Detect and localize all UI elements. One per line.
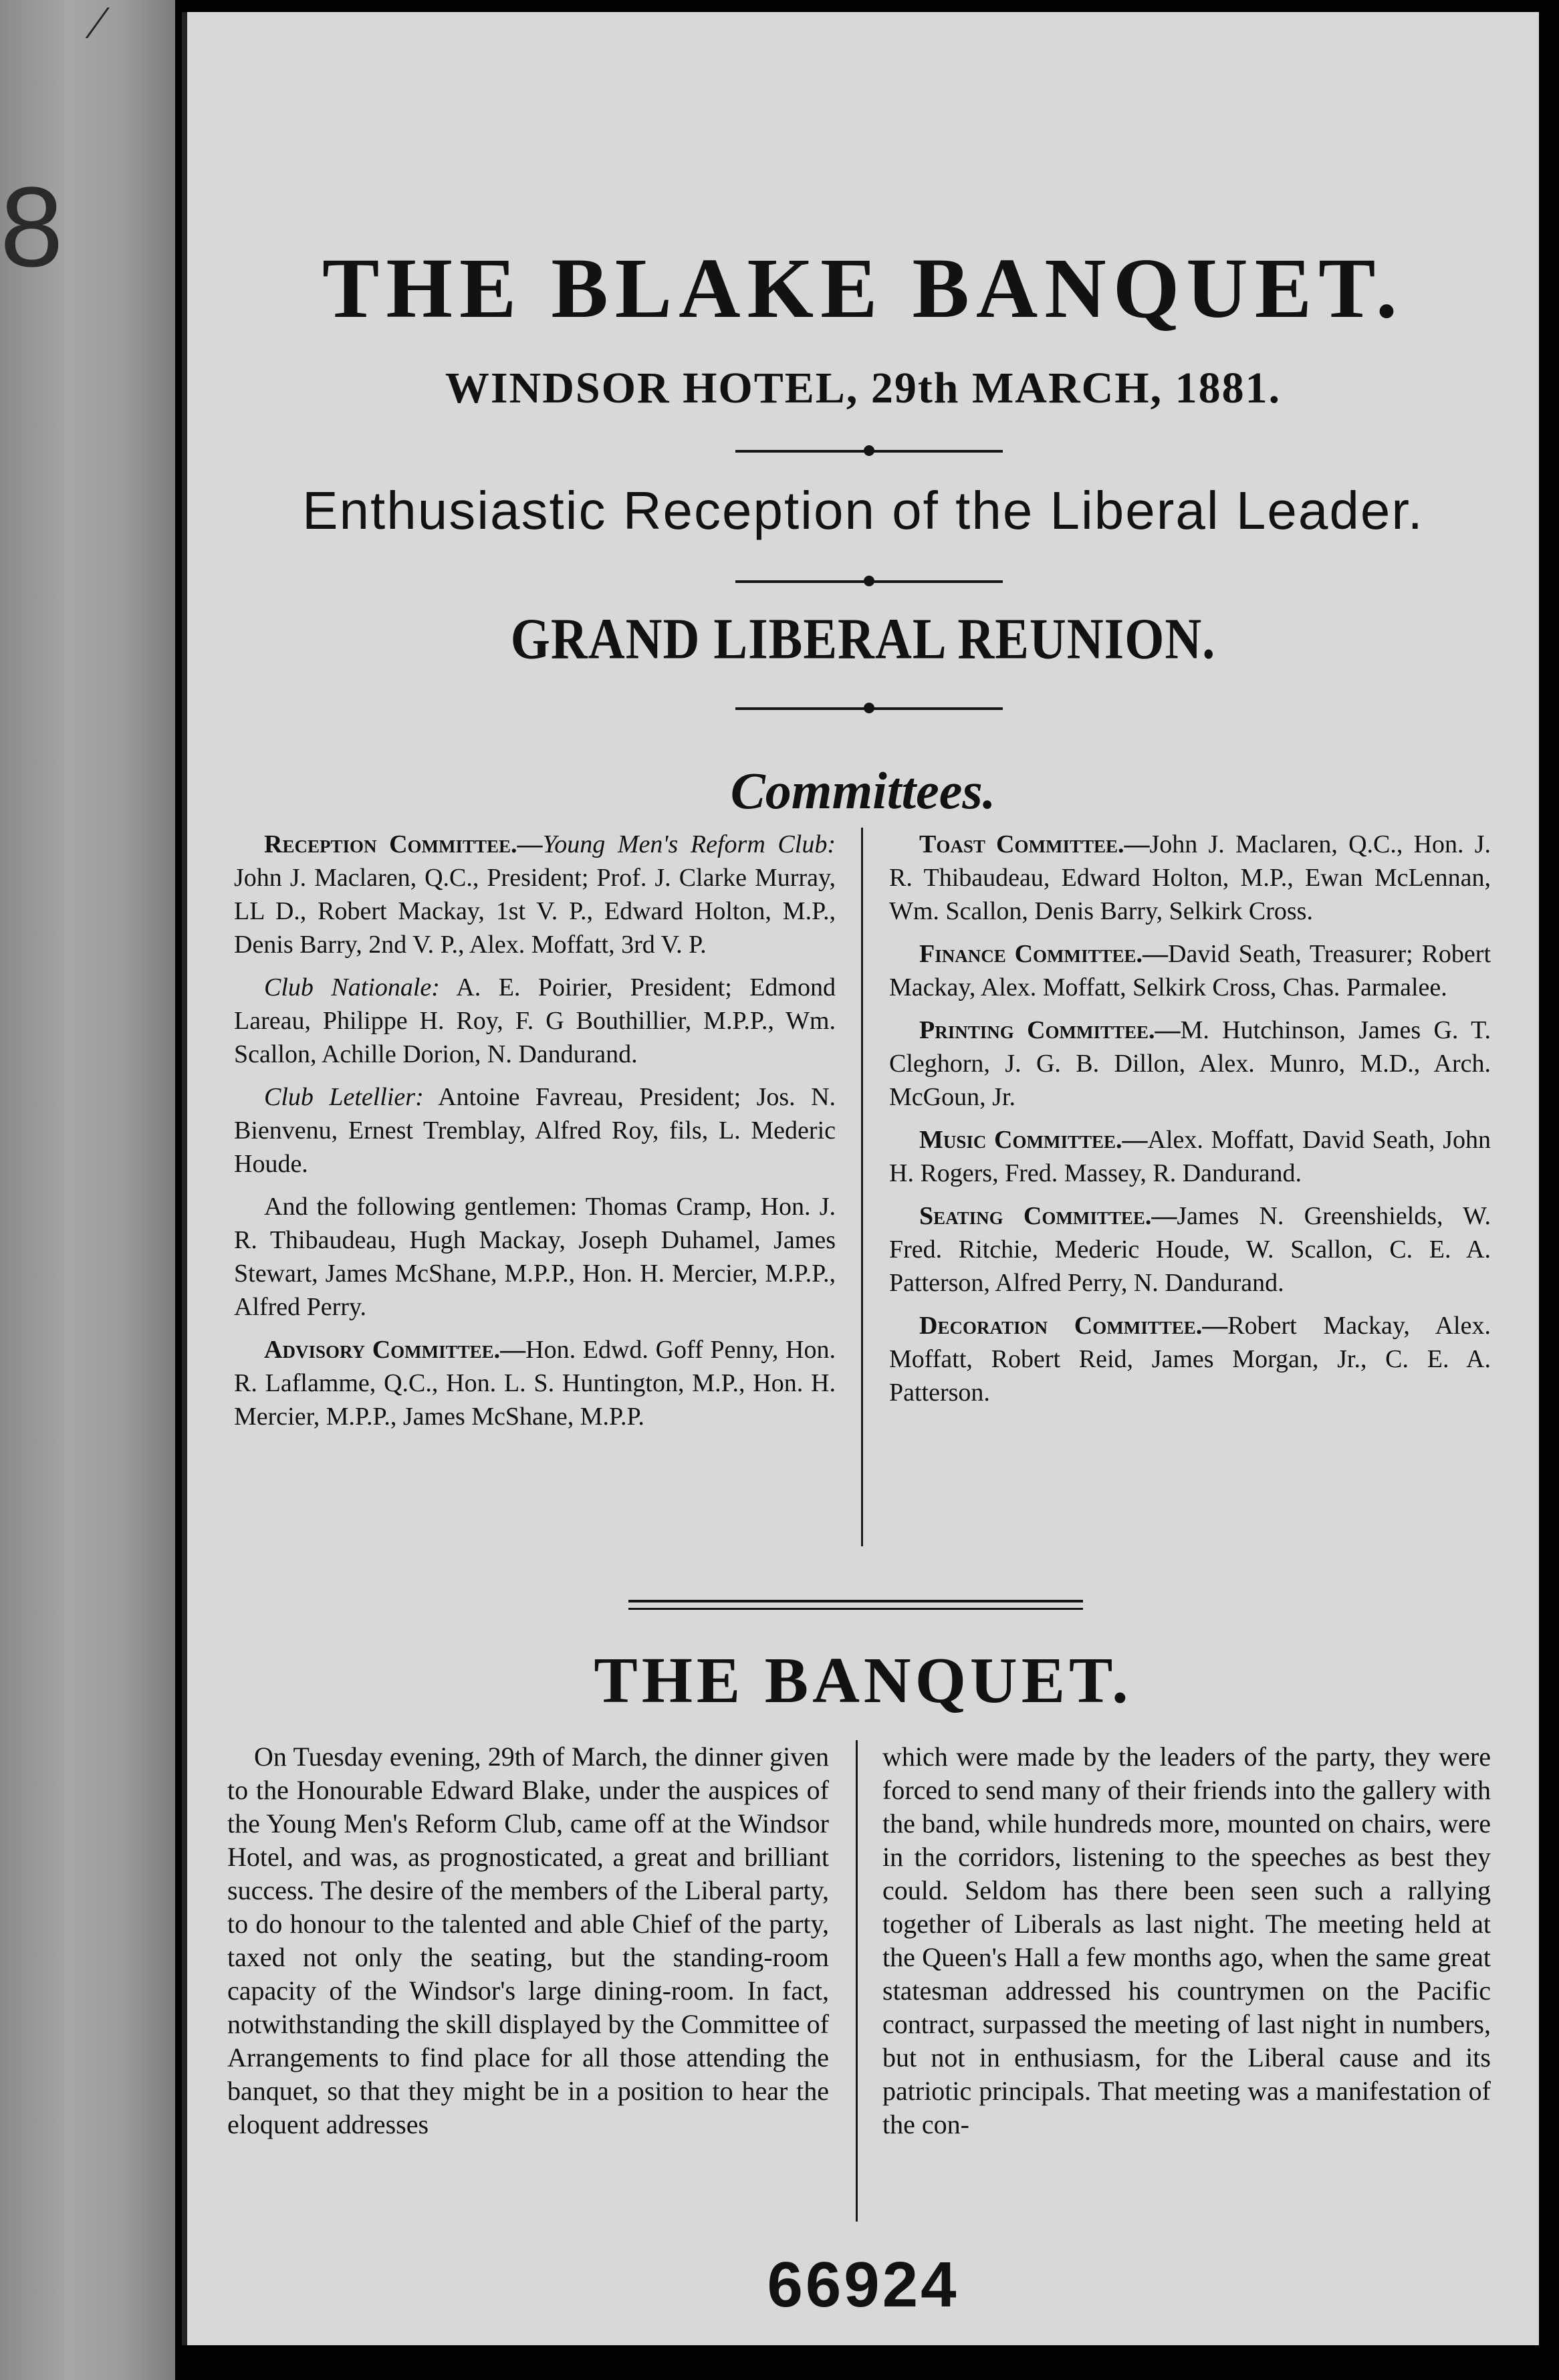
- committee-entry: Printing Committee.—M. Hutchinson, James G. T. Cleghorn, J. G. B. Dillon, Alex. Munro, M.D., Arch. McGoun, Jr.: [889, 1016, 1491, 1111]
- page-number: 66924: [767, 2249, 959, 2320]
- ornament-rule-2: [735, 580, 1003, 583]
- committee-entry: Decoration Committee.—Robert Mackay, Alex. Moffatt, Robert Reid, James Morgan, Jr., C. E. A. Patterson.: [889, 1312, 1491, 1407]
- section-separator: [628, 1600, 1083, 1610]
- banquet-left-column: [227, 1740, 829, 2141]
- banquet-title: THE BANQUET.: [594, 1645, 1132, 1717]
- committee-entry: Music Committee.—Alex. Moffatt, David Seath, John H. Rogers, Fred. Massey, R. Dandurand.: [889, 1126, 1491, 1187]
- banquet-right-column: [882, 1740, 1491, 2141]
- banquet-paragraph: which were made by the leaders of the party, they were forced to send many of their friends into the gallery with the band, while hundreds more, mounted on chairs, were in the corridors, listening to the speeches as best they could. Seldom has there been seen such a rallying together of Liberals as last night. The meeting held at the Queen's Hall a few months ago, when the same great statesman addressed his countrymen on the Pacific contract, surpassed the meeting of last night in numbers, but not in enthusiasm, for the Liberal cause and its patriotic principals. That meeting was a manifestation of the con-: [882, 1742, 1491, 2139]
- committees-right-column: [889, 828, 1491, 1419]
- margin-tick: ⁄: [94, 0, 102, 49]
- section-heading: GRAND LIBERAL REUNION.: [510, 606, 1216, 672]
- ornament-rule-1: [735, 450, 1003, 453]
- venue-date-line: WINDSOR HOTEL, 29th MARCH, 1881.: [445, 364, 1282, 412]
- committee-entry: Seating Committee.—James N. Greenshields, W. Fred. Ritchie, Mederic Houde, W. Scallon, C. E. A. Patterson, Alfred Perry, N. Dandurand.: [889, 1202, 1491, 1297]
- margin-mark: 8: [0, 164, 64, 291]
- committee-entry: Reception Committee.—Young Men's Reform Club: John J. Maclaren, Q.C., President; Prof. J. Clarke Murray, LL D., Robert Mackay, 1st V. P., Edward Holton, M.P., Denis Barry, 2nd V. P., Alex. Moffatt, 3rd V. P.: [234, 830, 836, 959]
- committee-entry: And the following gentlemen: Thomas Cramp, Hon. J. R. Thibaudeau, Hugh Mackay, Joseph Duhamel, James Stewart, James McShane, M.P.P., Hon. H. Mercier, M.P.P., Alfred Perry.: [234, 1193, 836, 1321]
- banquet-paragraph: On Tuesday evening, 29th of March, the dinner given to the Honourable Edward Blake, under the auspices of the Young Men's Reform Club, came off at the Windsor Hotel, and was, as prognosticated, a great and brilliant success. The desire of the members of the Liberal party, to do honour to the talented and able Chief of the party, taxed not only the seating, but the standing-room capacity of the Windsor's large dining-room. In fact, notwithstanding the skill displayed by the Committee of Arrangements to find place for all those attending the banquet, so that they might be in a position to hear the eloquent addresses: [227, 1742, 829, 2139]
- headline: Enthusiastic Reception of the Liberal Leader.: [302, 481, 1424, 540]
- document-page: [182, 12, 1539, 2345]
- committee-entry: Toast Committee.—John J. Maclaren, Q.C., Hon. J. R. Thibaudeau, Edward Holton, M.P., Ewan McLennan, Wm. Scallon, Denis Barry, Selkirk Cross.: [889, 830, 1491, 925]
- scan-margin: [0, 0, 175, 2380]
- committees-left-column: [234, 828, 836, 1443]
- committees-heading: Committees.: [730, 761, 996, 820]
- committee-entry: Finance Committee.—David Seath, Treasurer; Robert Mackay, Alex. Moffatt, Selkirk Cross, Chas. Parmalee.: [889, 940, 1491, 1001]
- column-divider: [856, 1740, 858, 2222]
- ornament-rule-3: [735, 707, 1003, 710]
- column-divider: [861, 828, 863, 1546]
- document-title: THE BLAKE BANQUET.: [322, 241, 1404, 336]
- committee-entry: Advisory Committee.—Hon. Edwd. Goff Penny, Hon. R. Laflamme, Q.C., Hon. L. S. Huntington, M.P., Hon. H. Mercier, M.P.P., James McShane, M.P.P.: [234, 1336, 836, 1431]
- committee-entry: Club Letellier: Antoine Favreau, President; Jos. N. Bienvenu, Ernest Tremblay, Alfred Roy, fils, L. Mederic Houde.: [234, 1083, 836, 1178]
- committee-entry: Club Nationale: A. E. Poirier, President; Edmond Lareau, Philippe H. Roy, F. G Bouthillier, M.P.P., Wm. Scallon, Achille Dorion, N. Dandurand.: [234, 973, 836, 1068]
